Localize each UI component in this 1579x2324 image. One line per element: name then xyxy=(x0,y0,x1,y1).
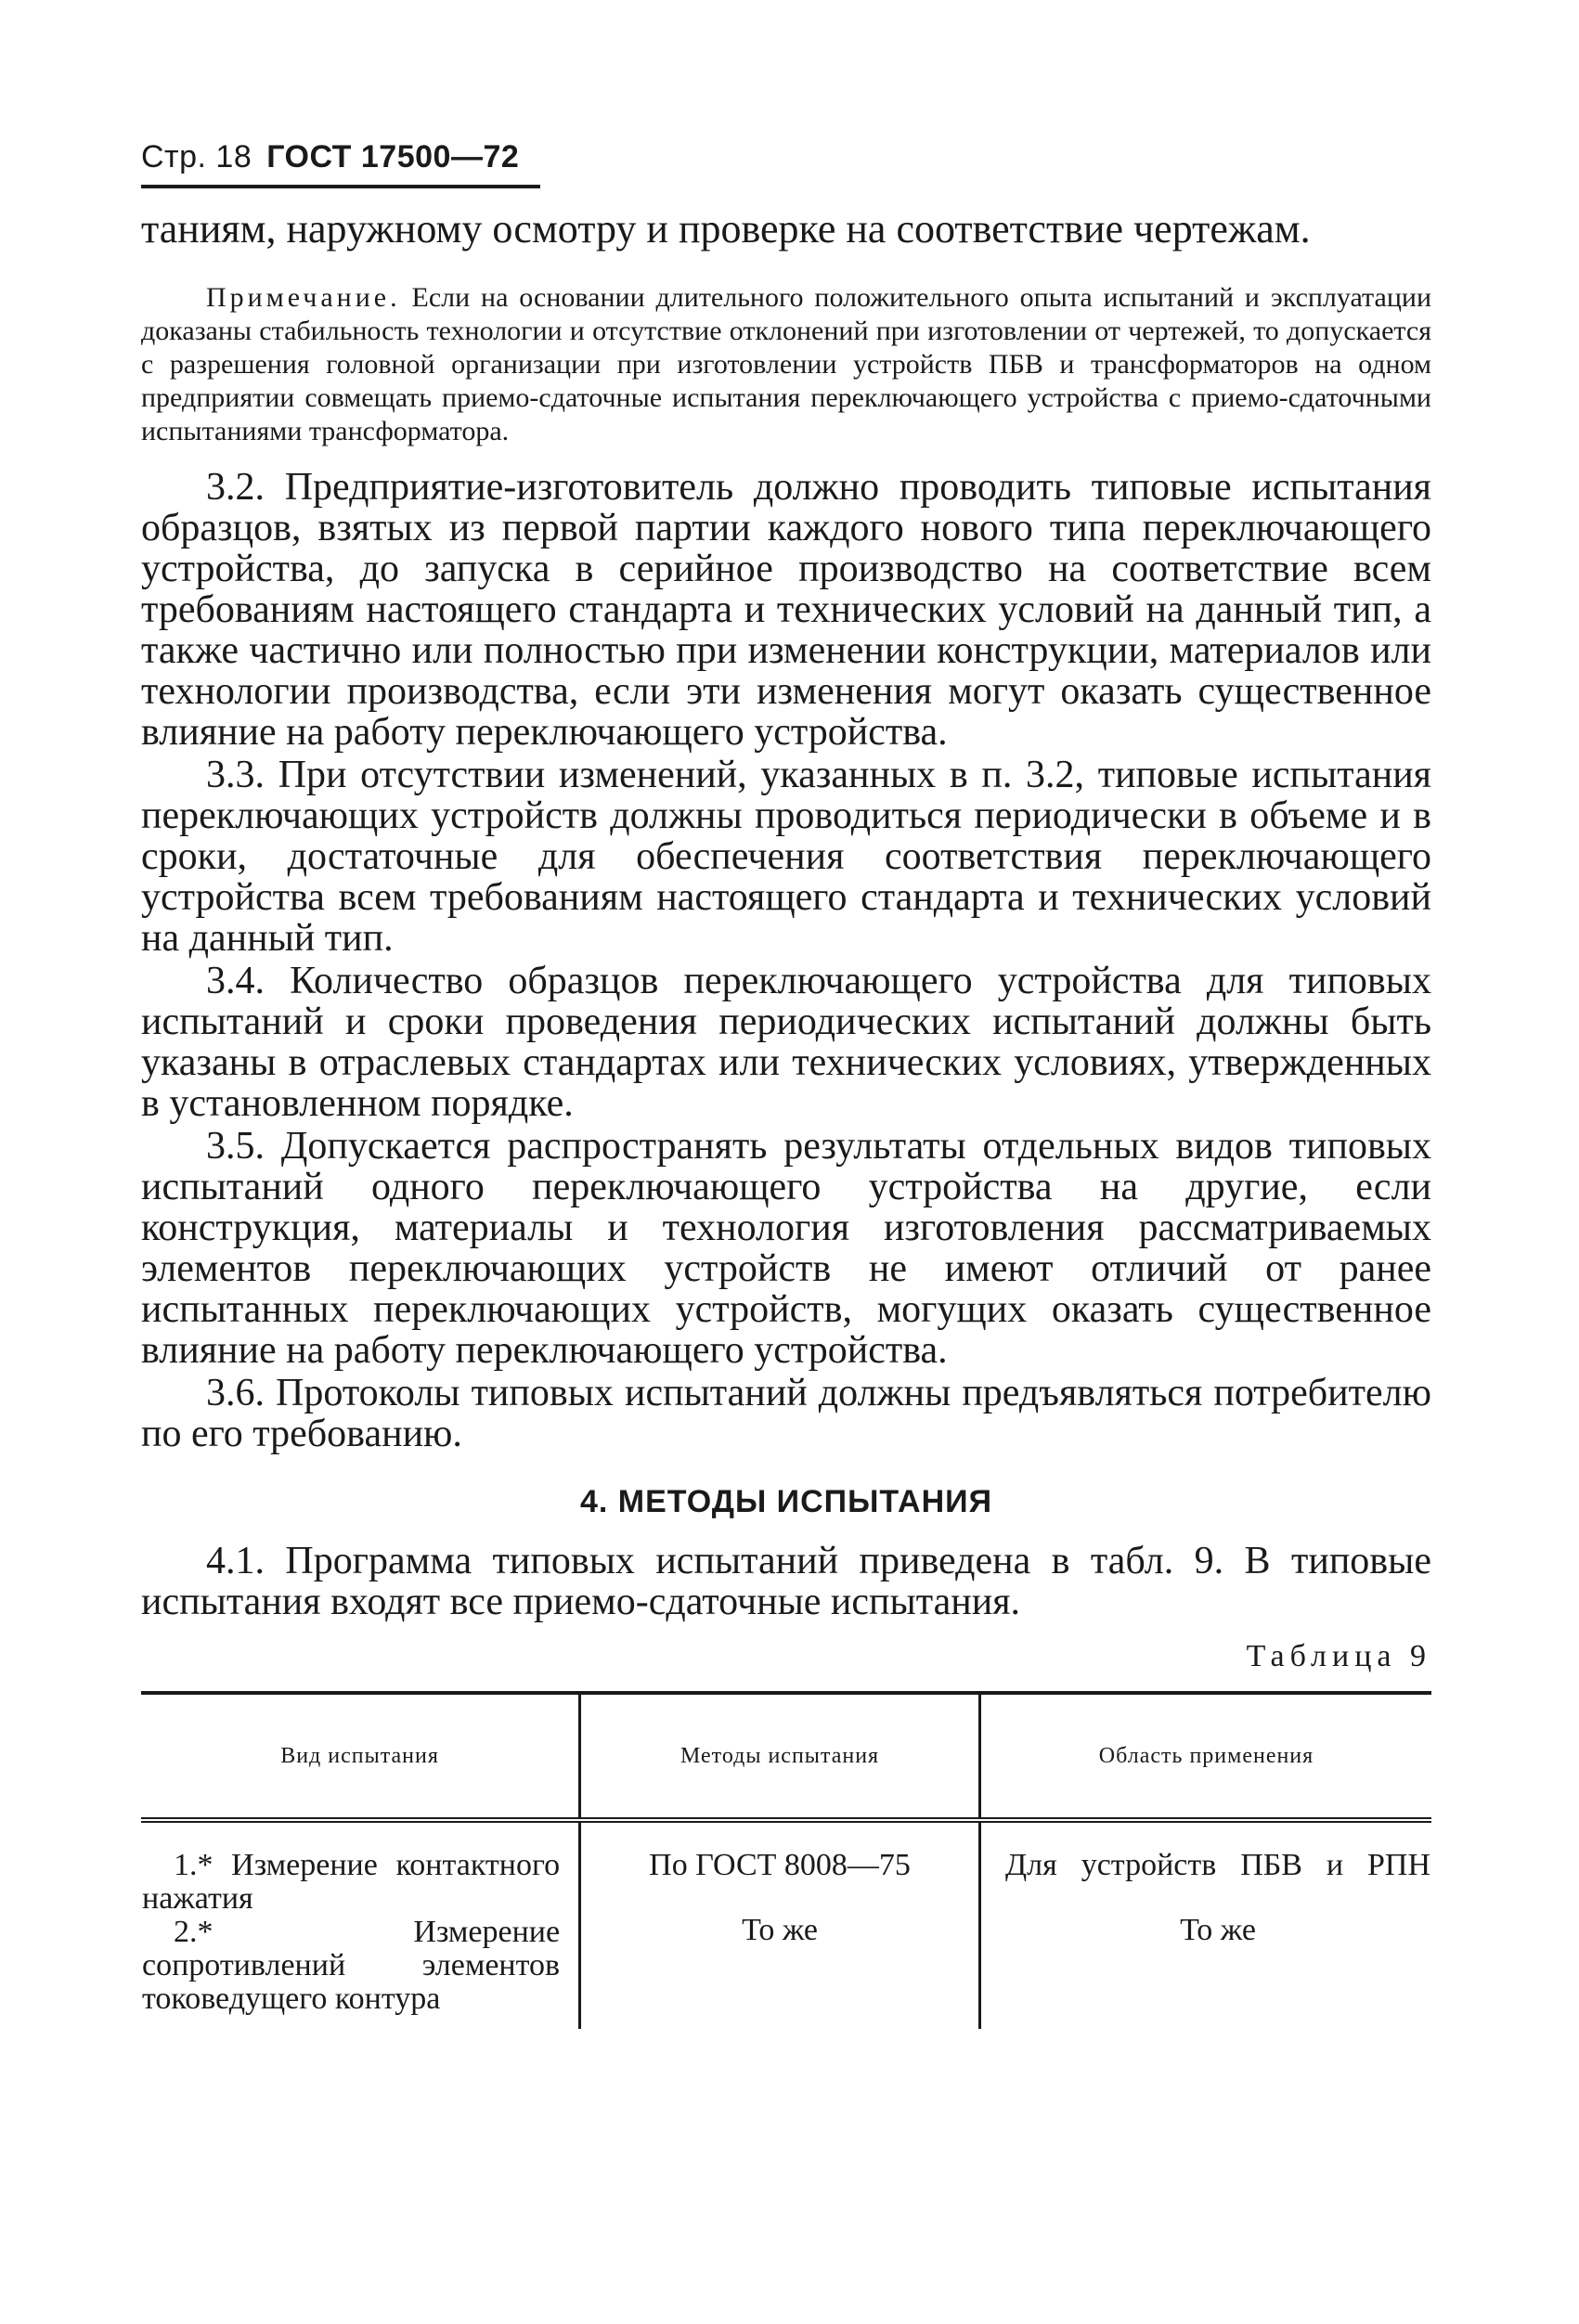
table-cell-method xyxy=(580,1820,980,2029)
table-cell-scope xyxy=(979,1820,1431,2029)
note-text: Если на основании длительного положительного опыта испытаний и эксплуатации доказаны стабильность технологии и отсутствие отклонений при изготовлении от чертежей, то допускается с разрешения головной организации при изготовлении устройств ПБВ и трансформаторов на одном предприятии совмещать приемо-сдаточные испытания переключающего устройства с приемо-сдаточными испытаниями трансформатора. xyxy=(141,282,1432,446)
row-2-method: То же xyxy=(742,1913,818,1947)
table-row xyxy=(141,1820,1431,2029)
page-header xyxy=(141,139,540,188)
note-label: Примечание. xyxy=(206,282,401,313)
standard-id: ГОСТ 17500—72 xyxy=(266,139,520,174)
section-title: 4. МЕТОДЫ ИСПЫТАНИЯ xyxy=(580,1484,992,1519)
page-number: Стр. 18 xyxy=(141,139,252,174)
column-header-method: Методы испытания xyxy=(580,1693,980,1820)
row-1-scope: Для устройств ПБВ и РПН xyxy=(1004,1848,1430,1882)
row-1-method: По ГОСТ 8008—75 xyxy=(649,1848,911,1882)
row-2-kind: 2.* Измерение сопротивлений элементов токоведущего контура xyxy=(142,1915,561,2016)
clause-3-2: 3.2. Предприятие-изготовитель должно проводить типовые испытания образцов, взятых из первой партии каждого нового типа переключающего устройства, до запуска в серийное производство на соответствие всем требованиям настоящего стандарта и технических условий на данный тип, а также частично или полностью при изменении конструкции, материалов или технологии производства, если эти изменения могут оказать существенное влияние на работу переключающего устройства. xyxy=(141,466,1431,754)
clause-3-5: 3.5. Допускается распространять результаты отдельных видов типовых испытаний одного переключающего устройства на другие, если конструкция, материалы и технология изготовления рассматриваемых элементов переключающих устройств не имеют отличий от ранее испытанных переключающих устройств, могущих оказать существенное влияние на работу переключающего устройства. xyxy=(141,1125,1431,1372)
test-program-table xyxy=(141,1691,1431,2029)
table-header-row xyxy=(141,1693,1431,1820)
table-caption: Таблица 9 xyxy=(1246,1639,1431,1673)
clause-3-6: 3.6. Протоколы типовых испытаний должны предъявляться потребителю по его требованию. xyxy=(141,1372,1431,1455)
row-1-kind: 1.* Измерение контактного нажатия xyxy=(142,1848,561,1916)
document-page xyxy=(141,139,1431,2029)
clause-3-3: 3.3. При отсутствии изменений, указанных в п. 3.2, типовые испытания переключающих устройств должны проводиться периодически в объеме и в сроки, достаточные для обеспечения соответствия переключающего устройства всем требованиям настоящего стандарта и технических условий на данный тип. xyxy=(141,754,1431,960)
row-2-scope: То же xyxy=(1180,1913,1256,1947)
note-paragraph xyxy=(141,281,1431,448)
column-header-kind: Вид испытания xyxy=(141,1693,580,1820)
clause-3-4: 3.4. Количество образцов переключающего устройства для типовых испытаний и сроки проведения периодических испытаний должны быть указаны в отраслевых стандартах или технических условиях, утвержденных в установленном порядке. xyxy=(141,960,1431,1125)
clause-4-1: 4.1. Программа типовых испытаний приведена в табл. 9. В типовые испытания входят все приемо-сдаточные испытания. xyxy=(141,1540,1431,1623)
table-cell-kind xyxy=(141,1820,580,2029)
column-header-scope: Область применения xyxy=(979,1693,1431,1820)
continuation-paragraph: таниям, наружному осмотру и проверке на соответствие чертежам. xyxy=(141,206,1311,252)
